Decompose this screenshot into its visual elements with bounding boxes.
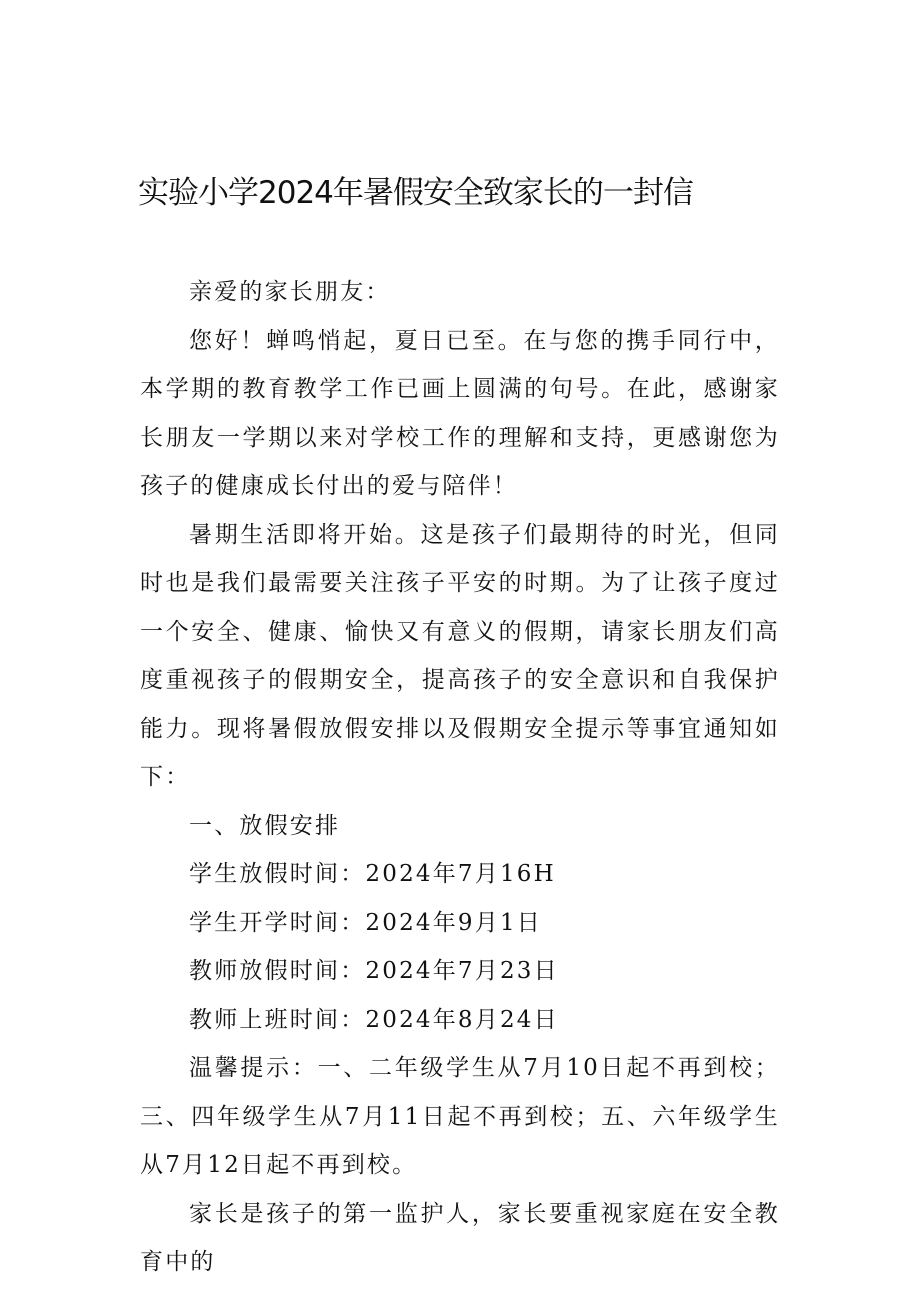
salutation: 亲爱的家长朋友：	[189, 279, 391, 305]
schedule-item: 教师放假时间：2024年7月23日	[189, 958, 559, 984]
closing-paragraph: 家长是孩子的第一监护人，家长要重视家庭在安全教育中的	[140, 1200, 780, 1275]
letter-body	[140, 268, 780, 1287]
section-heading: 一、放假安排	[189, 812, 341, 839]
schedule-item: 教师上班时间：2024年8月24日	[189, 1006, 559, 1033]
notice-paragraph: 暑期生活即将开始。这是孩子们最期待的时光，但同时也是我们最需要关注孩子平安的时期。为了让孩子度过一个安全、健康、愉快又有意义的假期，请家长朋友们高度重视孩子的假期安全，提高孩子的安全意识和自我保护能力。现将暑假放假安排以及假期安全提示等事宜通知如下：	[140, 521, 780, 790]
document-title: 实验小学2024年暑假安全致家长的一封信	[138, 175, 693, 211]
greeting-paragraph: 您好！蝉鸣悄起，夏日已至。在与您的携手同行中，本学期的教育教学工作已画上圆满的句号。在此，感谢家长朋友一学期以来对学校工作的理解和支持，更感谢您为孩子的健康成长付出的爱与陪伴！	[140, 327, 780, 499]
schedule-item: 学生开学时间：2024年9月1日	[189, 909, 542, 936]
schedule-item: 学生放假时间：2024年7月16H	[189, 861, 556, 887]
reminder-paragraph: 温馨提示：一、二年级学生从7月10日起不再到校；三、四年级学生从7月11日起不再到校；五、六年级学生从7月12日起不再到校。	[140, 1055, 780, 1178]
